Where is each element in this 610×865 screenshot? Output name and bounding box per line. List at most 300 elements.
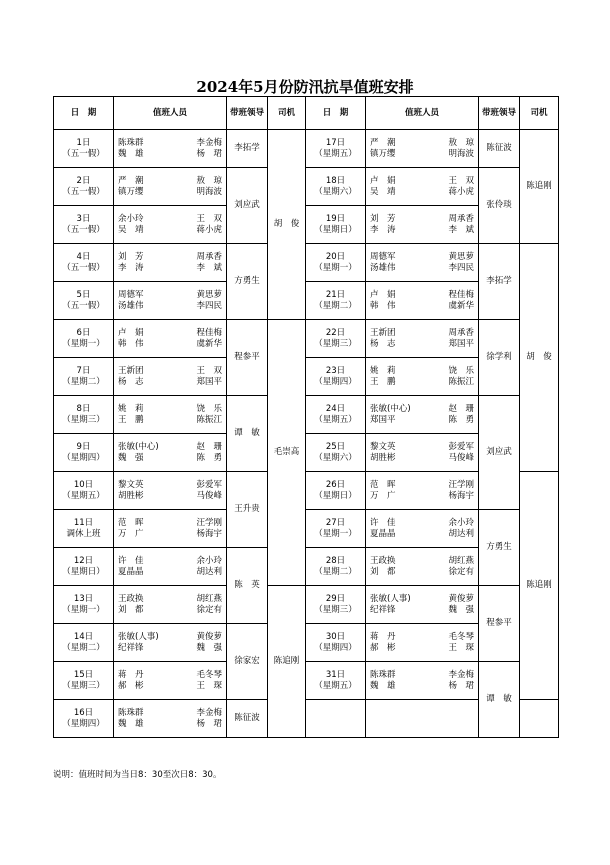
- staff-line: [114, 415, 226, 426]
- staff-cell: [366, 396, 479, 434]
- staff-name: 明海波: [196, 186, 222, 197]
- staff-line: [114, 453, 226, 464]
- weekday-label: （星期五）: [314, 680, 357, 691]
- staff-cell: [114, 244, 227, 282]
- leader-cell: 徐学利: [479, 320, 520, 396]
- weekday-label: （五一假）: [62, 300, 105, 311]
- staff-name: 黎文英: [370, 441, 396, 452]
- day-label: 7日: [76, 365, 91, 376]
- table-row: [54, 130, 559, 168]
- table-row: [54, 244, 559, 282]
- day-label: 10日: [73, 479, 94, 490]
- staff-cell: [366, 548, 479, 586]
- staff-name: 李四民: [448, 262, 474, 273]
- staff-name: 刘 都: [118, 604, 144, 615]
- staff-line: [114, 681, 226, 692]
- staff-name: 吴 靖: [118, 224, 144, 235]
- weekday-label: （星期二）: [314, 300, 357, 311]
- staff-line: [366, 366, 478, 377]
- staff-name: 姚 莉: [370, 365, 396, 376]
- staff-name: 王 琛: [196, 680, 222, 691]
- empty-cell: [366, 700, 479, 738]
- staff-name: 严 潮: [370, 137, 396, 148]
- staff-name: 张敏(人事): [118, 631, 159, 642]
- table-row: [54, 396, 559, 434]
- staff-name: 余小玲: [118, 213, 144, 224]
- staff-cell: [114, 662, 227, 700]
- date-cell: [54, 358, 114, 396]
- day-label: 19日: [325, 213, 346, 224]
- staff-cell: [114, 320, 227, 358]
- staff-name: 徐定有: [448, 566, 474, 577]
- staff-name: 夏晶晶: [118, 566, 144, 577]
- staff-line: [114, 214, 226, 225]
- staff-name: 王 双: [196, 213, 222, 224]
- staff-name: 陈振江: [196, 414, 222, 425]
- staff-name: 王 双: [448, 175, 474, 186]
- header-date: 日 期: [306, 97, 366, 130]
- staff-line: [366, 681, 478, 692]
- staff-line: [114, 708, 226, 719]
- staff-name: 李 涛: [370, 224, 396, 235]
- date-cell: [54, 548, 114, 586]
- staff-line: [366, 138, 478, 149]
- staff-name: 黄俊萝: [448, 593, 474, 604]
- staff-name: 马俊峰: [196, 490, 222, 501]
- staff-name: 虞新华: [448, 300, 474, 311]
- staff-name: 李四民: [196, 300, 222, 311]
- weekday-label: （星期三）: [314, 604, 357, 615]
- staff-name: 胡红燕: [448, 555, 474, 566]
- day-label: 14日: [73, 631, 94, 642]
- staff-name: 程佳梅: [448, 289, 474, 300]
- staff-name: 周承香: [448, 213, 474, 224]
- driver-cell: 胡 俊: [268, 130, 306, 320]
- staff-line: [366, 328, 478, 339]
- staff-name: 虞新华: [196, 338, 222, 349]
- staff-line: [114, 480, 226, 491]
- table-row: [54, 510, 559, 548]
- driver-cell: [520, 700, 559, 738]
- staff-cell: [114, 700, 227, 738]
- staff-name: 胡达利: [196, 566, 222, 577]
- staff-cell: [366, 624, 479, 662]
- day-label: 15日: [73, 669, 94, 680]
- weekday-label: （星期二）: [314, 566, 357, 577]
- weekday-label: （星期日）: [314, 490, 357, 501]
- staff-name: 刘 都: [370, 566, 396, 577]
- staff-name: 魏 雄: [118, 718, 144, 729]
- staff-line: [366, 214, 478, 225]
- day-label: 31日: [325, 669, 346, 680]
- day-label: 25日: [325, 441, 346, 452]
- leader-cell: 徐家宏: [227, 624, 268, 700]
- leader-cell: 王升贵: [227, 472, 268, 548]
- staff-name: 范 晖: [118, 517, 144, 528]
- day-label: 16日: [73, 707, 94, 718]
- date-cell: [306, 472, 366, 510]
- staff-name: 万 广: [370, 490, 396, 501]
- staff-line: [366, 605, 478, 616]
- staff-cell: [366, 358, 479, 396]
- staff-name: 魏 强: [118, 452, 144, 463]
- weekday-label: （五一假）: [62, 148, 105, 159]
- staff-name: 汤雄伟: [118, 300, 144, 311]
- driver-cell: 陈追刚: [268, 586, 306, 738]
- staff-name: 余小玲: [448, 517, 474, 528]
- staff-name: 镇万缨: [118, 186, 144, 197]
- staff-name: 魏 强: [196, 642, 222, 653]
- staff-name: 余小玲: [196, 555, 222, 566]
- staff-line: [366, 176, 478, 187]
- staff-name: 明海波: [448, 148, 474, 159]
- date-cell: [306, 510, 366, 548]
- staff-name: 饶 乐: [196, 403, 222, 414]
- roster-body: [54, 130, 559, 738]
- staff-name: 毛冬琴: [196, 669, 222, 680]
- day-label: 30日: [325, 631, 346, 642]
- staff-name: 万 广: [118, 528, 144, 539]
- staff-name: 纪祥锋: [370, 604, 396, 615]
- staff-name: 彭爱军: [196, 479, 222, 490]
- weekday-label: （星期一）: [314, 528, 357, 539]
- staff-name: 王新团: [118, 365, 144, 376]
- staff-name: 张敏(中心): [370, 403, 411, 414]
- staff-name: 蒋 丹: [370, 631, 396, 642]
- leader-cell: 陈征波: [227, 700, 268, 738]
- date-cell: [306, 434, 366, 472]
- date-cell: [54, 624, 114, 662]
- staff-line: [114, 556, 226, 567]
- staff-line: [366, 632, 478, 643]
- staff-name: 王 双: [196, 365, 222, 376]
- staff-line: [366, 404, 478, 415]
- staff-line: [114, 176, 226, 187]
- date-cell: [306, 662, 366, 700]
- staff-line: [366, 339, 478, 350]
- staff-name: 黄思萝: [196, 289, 222, 300]
- staff-cell: [114, 206, 227, 244]
- weekday-label: （星期一）: [62, 338, 105, 349]
- date-cell: [54, 320, 114, 358]
- weekday-label: （星期五）: [314, 414, 357, 425]
- staff-cell: [114, 472, 227, 510]
- staff-line: [114, 632, 226, 643]
- footnote: 说明：值班时间为当日8：30至次日8：30。: [53, 770, 222, 780]
- staff-line: [114, 567, 226, 578]
- staff-line: [366, 567, 478, 578]
- staff-name: 陈珠群: [118, 707, 144, 718]
- staff-name: 卢 娟: [370, 289, 396, 300]
- staff-line: [366, 290, 478, 301]
- staff-name: 刘 芳: [118, 251, 144, 262]
- staff-name: 黄俊萝: [196, 631, 222, 642]
- date-cell: [306, 244, 366, 282]
- staff-name: 魏 雄: [118, 148, 144, 159]
- staff-name: 陈振江: [448, 376, 474, 387]
- staff-cell: [366, 662, 479, 700]
- staff-name: 魏 雄: [370, 680, 396, 691]
- date-cell: [54, 244, 114, 282]
- staff-line: [366, 225, 478, 236]
- leader-cell: 谭 敏: [227, 396, 268, 472]
- staff-name: 周德军: [370, 251, 396, 262]
- staff-name: 范 晖: [370, 479, 396, 490]
- weekday-label: （星期四）: [62, 452, 105, 463]
- table-row: [54, 662, 559, 700]
- date-cell: [54, 472, 114, 510]
- staff-line: [114, 377, 226, 388]
- staff-line: [114, 263, 226, 274]
- weekday-label: 调休上班: [66, 528, 101, 539]
- staff-line: [366, 149, 478, 160]
- staff-cell: [366, 244, 479, 282]
- day-label: 20日: [325, 251, 346, 262]
- leader-cell: 程参平: [479, 586, 520, 662]
- staff-name: 黎文英: [118, 479, 144, 490]
- staff-name: 严 潮: [118, 175, 144, 186]
- staff-name: 胡红燕: [196, 593, 222, 604]
- staff-name: 李 斌: [196, 262, 222, 273]
- date-cell: [54, 586, 114, 624]
- staff-name: 周承香: [448, 327, 474, 338]
- leader-cell: 程参平: [227, 320, 268, 396]
- staff-name: 杨 志: [118, 376, 144, 387]
- weekday-label: （五一假）: [62, 224, 105, 235]
- staff-name: 王政换: [370, 555, 396, 566]
- staff-name: 汤雄伟: [370, 262, 396, 273]
- staff-cell: [366, 510, 479, 548]
- day-label: 17日: [325, 137, 346, 148]
- date-cell: [54, 206, 114, 244]
- header-driver: 司机: [268, 97, 306, 130]
- staff-name: 赵 珊: [448, 403, 474, 414]
- staff-cell: [114, 624, 227, 662]
- staff-name: 徐定有: [196, 604, 222, 615]
- staff-cell: [114, 130, 227, 168]
- day-label: 18日: [325, 175, 346, 186]
- staff-name: 汪学刚: [448, 479, 474, 490]
- weekday-label: （星期一）: [62, 604, 105, 615]
- day-label: 2日: [76, 175, 91, 186]
- header-staff: 值班人员: [366, 97, 479, 130]
- staff-line: [366, 480, 478, 491]
- weekday-label: （星期三）: [314, 338, 357, 349]
- day-label: 9日: [76, 441, 91, 452]
- date-cell: [306, 624, 366, 662]
- day-label: 21日: [325, 289, 346, 300]
- day-label: 8日: [76, 403, 91, 414]
- header-driver: 司机: [520, 97, 559, 130]
- staff-name: 许 佳: [118, 555, 144, 566]
- staff-name: 李 涛: [118, 262, 144, 273]
- staff-line: [366, 670, 478, 681]
- staff-line: [366, 187, 478, 198]
- staff-name: 郑国平: [196, 376, 222, 387]
- staff-line: [366, 301, 478, 312]
- staff-line: [366, 252, 478, 263]
- leader-cell: 陈 英: [227, 548, 268, 624]
- weekday-label: （星期四）: [62, 718, 105, 729]
- staff-name: 陈珠群: [118, 137, 144, 148]
- staff-cell: [114, 282, 227, 320]
- staff-line: [114, 518, 226, 529]
- date-cell: [306, 586, 366, 624]
- staff-name: 李金梅: [196, 137, 222, 148]
- staff-line: [114, 138, 226, 149]
- date-cell: [54, 662, 114, 700]
- staff-name: 刘 芳: [370, 213, 396, 224]
- staff-line: [366, 377, 478, 388]
- weekday-label: （星期五）: [62, 490, 105, 501]
- leader-cell: 陈征波: [479, 130, 520, 168]
- staff-cell: [366, 434, 479, 472]
- staff-name: 赵 珊: [196, 441, 222, 452]
- staff-name: 陈珠群: [370, 669, 396, 680]
- staff-line: [114, 404, 226, 415]
- staff-line: [366, 415, 478, 426]
- date-cell: [54, 434, 114, 472]
- table-row: [54, 586, 559, 624]
- staff-line: [114, 328, 226, 339]
- date-cell: [54, 282, 114, 320]
- staff-name: 李金梅: [196, 707, 222, 718]
- leader-cell: 李拓学: [227, 130, 268, 168]
- staff-name: 李 斌: [448, 224, 474, 235]
- staff-line: [114, 643, 226, 654]
- day-label: 12日: [73, 555, 94, 566]
- date-cell: [54, 130, 114, 168]
- staff-cell: [114, 586, 227, 624]
- staff-line: [114, 719, 226, 730]
- staff-line: [366, 594, 478, 605]
- table-row: [54, 320, 559, 358]
- staff-name: 王政换: [118, 593, 144, 604]
- staff-name: 杨 珺: [196, 718, 222, 729]
- staff-cell: [114, 434, 227, 472]
- staff-name: 吴 靖: [370, 186, 396, 197]
- staff-name: 陈 勇: [448, 414, 474, 425]
- staff-cell: [366, 130, 479, 168]
- staff-line: [366, 491, 478, 502]
- leader-cell: 张伶琰: [479, 168, 520, 244]
- staff-cell: [114, 548, 227, 586]
- staff-name: 马俊峰: [448, 452, 474, 463]
- staff-line: [114, 529, 226, 540]
- day-label: 29日: [325, 593, 346, 604]
- staff-line: [114, 225, 226, 236]
- staff-name: 张敏(人事): [370, 593, 411, 604]
- weekday-label: （星期二）: [62, 642, 105, 653]
- weekday-label: （星期五）: [314, 148, 357, 159]
- staff-name: 杨海宇: [448, 490, 474, 501]
- staff-name: 姚 莉: [118, 403, 144, 414]
- staff-name: 敖 琼: [448, 137, 474, 148]
- staff-name: 敖 琼: [196, 175, 222, 186]
- staff-name: 蒋小虎: [196, 224, 222, 235]
- staff-name: 杨 珺: [448, 680, 474, 691]
- staff-name: 彭爱军: [448, 441, 474, 452]
- staff-line: [366, 263, 478, 274]
- weekday-label: （星期六）: [314, 186, 357, 197]
- leader-cell: 谭 敏: [479, 662, 520, 738]
- page-title: 2024年5月份防汛抗旱值班安排: [196, 78, 414, 96]
- day-label: 27日: [325, 517, 346, 528]
- day-label: 3日: [76, 213, 91, 224]
- staff-name: 夏晶晶: [370, 528, 396, 539]
- staff-name: 郝 彬: [370, 642, 396, 653]
- staff-name: 杨 志: [370, 338, 396, 349]
- staff-name: 郑国平: [370, 414, 396, 425]
- staff-name: 郑国平: [448, 338, 474, 349]
- weekday-label: （五一假）: [62, 262, 105, 273]
- staff-line: [366, 529, 478, 540]
- leader-cell: 刘应武: [479, 396, 520, 510]
- weekday-label: （星期六）: [314, 452, 357, 463]
- weekday-label: （星期一）: [314, 262, 357, 273]
- staff-line: [114, 187, 226, 198]
- staff-name: 程佳梅: [196, 327, 222, 338]
- staff-line: [114, 491, 226, 502]
- staff-name: 周德军: [118, 289, 144, 300]
- staff-name: 周承香: [196, 251, 222, 262]
- staff-name: 郝 彬: [118, 680, 144, 691]
- weekday-label: （星期三）: [62, 680, 105, 691]
- staff-line: [114, 290, 226, 301]
- staff-cell: [366, 168, 479, 206]
- staff-name: 王 鹏: [118, 414, 144, 425]
- header-leader: 带班领导: [227, 97, 268, 130]
- staff-name: 韩 伟: [370, 300, 396, 311]
- header-date: 日 期: [54, 97, 114, 130]
- day-label: 13日: [73, 593, 94, 604]
- day-label: 1日: [76, 137, 91, 148]
- staff-name: 韩 伟: [118, 338, 144, 349]
- header-row: [54, 97, 559, 130]
- day-label: 6日: [76, 327, 91, 338]
- day-label: 11日: [73, 517, 94, 528]
- staff-line: [114, 252, 226, 263]
- weekday-label: （星期四）: [314, 376, 357, 387]
- weekday-label: （星期三）: [62, 414, 105, 425]
- staff-name: 卢 娟: [118, 327, 144, 338]
- leader-cell: 刘应武: [227, 168, 268, 244]
- staff-line: [114, 366, 226, 377]
- staff-name: 胡胜彬: [118, 490, 144, 501]
- weekday-label: （星期日）: [62, 566, 105, 577]
- leader-cell: 李拓学: [479, 244, 520, 320]
- date-cell: [306, 396, 366, 434]
- date-cell: [54, 168, 114, 206]
- date-cell: [306, 282, 366, 320]
- staff-line: [366, 643, 478, 654]
- staff-line: [366, 518, 478, 529]
- header-staff: 值班人员: [114, 97, 227, 130]
- date-cell: [54, 396, 114, 434]
- leader-cell: 方勇生: [479, 510, 520, 586]
- staff-name: 王新团: [370, 327, 396, 338]
- staff-cell: [114, 168, 227, 206]
- day-label: 26日: [325, 479, 346, 490]
- day-label: 5日: [76, 289, 91, 300]
- date-cell: [306, 206, 366, 244]
- date-cell: [306, 358, 366, 396]
- date-cell: [54, 700, 114, 738]
- staff-line: [114, 594, 226, 605]
- staff-name: 镇万缨: [370, 148, 396, 159]
- weekday-label: （星期日）: [314, 224, 357, 235]
- staff-line: [114, 149, 226, 160]
